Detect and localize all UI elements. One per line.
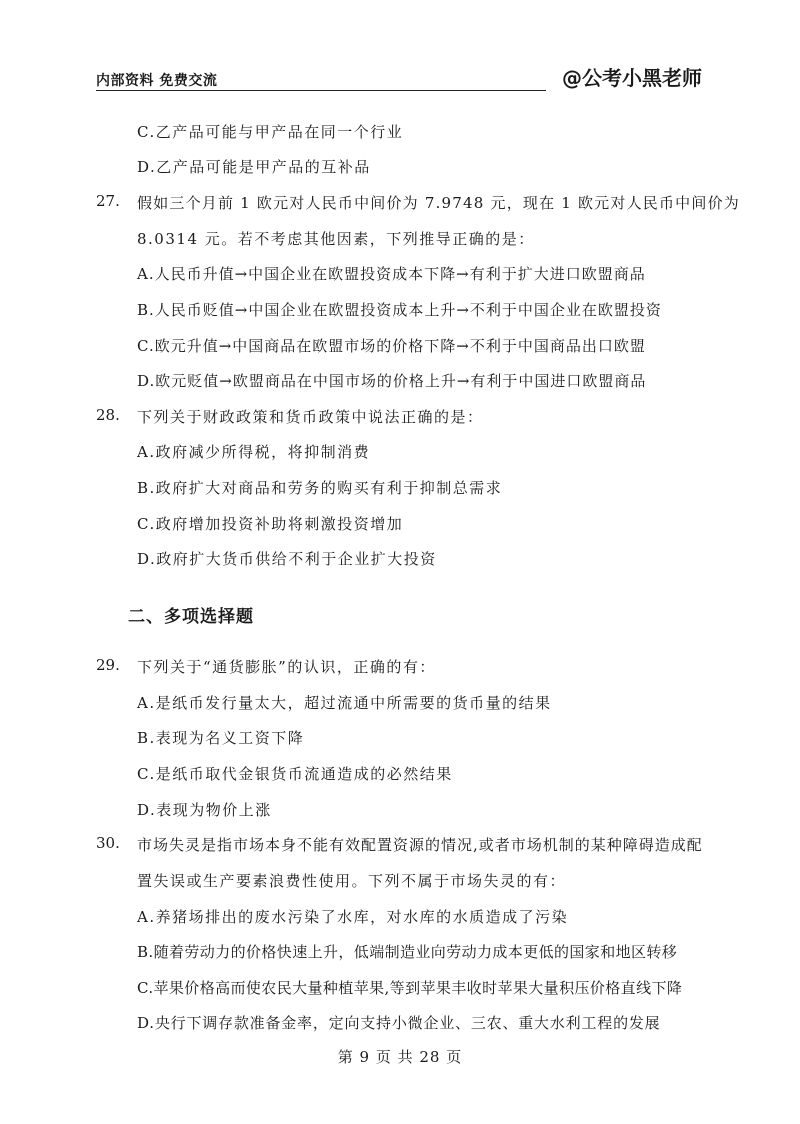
q30-number: 30.: [96, 834, 120, 852]
q28-option-a: A.政府减少所得税，将抑制消费: [137, 443, 371, 461]
q28-stem: 下列关于财政政策和货币政策中说法正确的是：: [137, 408, 484, 426]
q27-stem-line-2: 8.0314 元。若不考虑其他因素，下列推导正确的是：: [137, 230, 535, 248]
q27-stem-line-1: 假如三个月前 1 欧元对人民币中间价为 7.9748 元，现在 1 欧元对人民币中间价为: [137, 194, 740, 212]
q30-option-c: C.苹果价格高而使农民大量种植苹果,等到苹果丰收时苹果大量积压价格直线下降: [137, 979, 683, 997]
q27-number: 27.: [96, 192, 120, 210]
q27-option-b: B.人民币贬值→中国企业在欧盟投资成本上升→不利于中国企业在欧盟投资: [137, 301, 662, 319]
q30-option-b: B.随着劳动力的价格快速上升，低端制造业向劳动力成本更低的国家和地区转移: [137, 943, 678, 961]
page-header: [96, 64, 708, 92]
header-left-text: 内部资料 免费交流: [96, 73, 218, 89]
q29-option-b: B.表现为名义工资下降: [137, 729, 305, 747]
q29-stem: 下列关于“通货膨胀”的认识，正确的有：: [137, 658, 436, 676]
page-footer: 第 9 页 共 28 页: [337, 1048, 463, 1066]
q28-option-d: D.政府扩大货币供给不利于企业扩大投资: [137, 550, 437, 568]
q26-option-d: D.乙产品可能是甲产品的互补品: [137, 158, 371, 176]
q27-option-a: A.人民币升值→中国企业在欧盟投资成本下降→有利于扩大进口欧盟商品: [137, 265, 646, 283]
q28-number: 28.: [96, 406, 120, 424]
q30-stem-line-1: 市场失灵是指市场本身不能有效配置资源的情况,或者市场机制的某种障碍造成配: [137, 836, 703, 854]
q26-option-c: C.乙产品可能与甲产品在同一个行业: [137, 123, 404, 141]
header-brand: @公考小黑老师: [562, 66, 702, 90]
q30-option-a: A.养猪场排出的废水污染了水库，对水库的水质造成了污染: [137, 908, 569, 926]
q27-option-d: D.欧元贬值→欧盟商品在中国市场的价格上升→有利于中国进口欧盟商品: [137, 372, 647, 390]
q29-option-d: D.表现为物价上涨: [137, 801, 272, 819]
section-multiple-choice-title: 二、多项选择题: [128, 607, 254, 627]
q27-option-c: C.欧元升值→中国商品在欧盟市场的价格下降→不利于中国商品出口欧盟: [137, 337, 646, 355]
q29-option-a: A.是纸币发行量太大，超过流通中所需要的货币量的结果: [137, 694, 552, 712]
header-rule: [96, 90, 546, 91]
q30-stem-line-2: 置失误或生产要素浪费性使用。下列不属于市场失灵的有：: [137, 872, 567, 890]
q30-option-d: D.央行下调存款准备金率，定向支持小微企业、三农、重大水利工程的发展: [137, 1014, 661, 1032]
q28-option-c: C.政府增加投资补助将刺激投资增加: [137, 515, 404, 533]
q29-number: 29.: [96, 656, 120, 674]
q28-option-b: B.政府扩大对商品和劳务的购买有利于抑制总需求: [137, 479, 503, 497]
q29-option-c: C.是纸币取代金银货币流通造成的必然结果: [137, 765, 453, 783]
